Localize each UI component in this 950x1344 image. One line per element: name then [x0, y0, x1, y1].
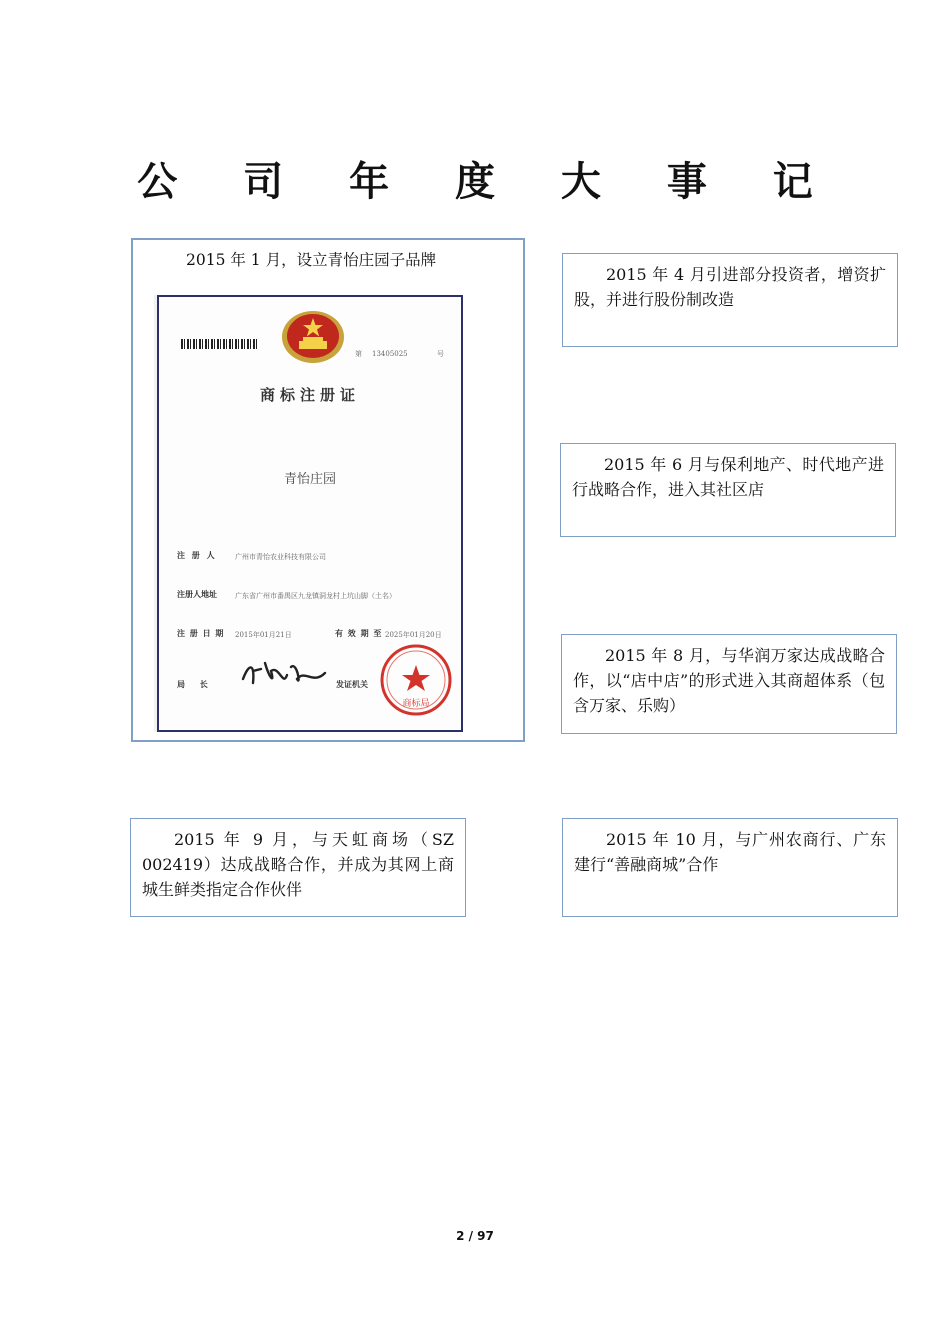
director-label: 局 长 [177, 680, 214, 689]
event-text: 2015 年 4 月引进部分投资者，增资扩股，并进行股份制改造 [574, 265, 886, 309]
event-text: 2015 年 8 月，与华润万家达成战略合作，以“店中店”的形式进入其商超体系（包含万家、乐购） [573, 646, 885, 715]
event-box [562, 818, 898, 917]
event-box [560, 443, 896, 537]
page-title: 公 司 年 度 大 事 记 [137, 159, 839, 205]
event-text: 2015 年 10 月，与广州农商行、广东建行“善融商城”合作 [574, 830, 886, 874]
certificate-brand: 青怡庄园 [283, 472, 336, 487]
event-text: 2015 年 6 月与保利地产、时代地产进行战略合作，进入其社区店 [572, 455, 884, 499]
director-signature [239, 657, 329, 697]
date-label: 注 册 日 期 [177, 629, 225, 638]
issuer-label: 发证机关 [336, 680, 368, 689]
address-value: 广东省广州市番禺区九龙镇洞龙村上坑山脚（土名） [235, 592, 396, 600]
seal-text: 商标局 [402, 699, 430, 709]
address-label: 注册人地址 [177, 590, 217, 599]
registrant-value: 广州市青怡农业科技有限公司 [235, 553, 326, 561]
certificate-number-label: 第 [355, 350, 362, 358]
certificate-caption: 2015 年 1 月，设立青怡庄园子品牌 [186, 251, 437, 269]
certificate-title: 商标注册证 [259, 386, 360, 404]
barcode-icon [181, 339, 259, 349]
event-text: 2015 年 9 月，与天虹商场（SZ 002419）达成战略合作，并成为其网上商城生鲜类指定合作伙伴 [142, 830, 454, 899]
certificate-number: 13405025 [372, 350, 408, 358]
event-box [561, 634, 897, 734]
event-box [130, 818, 466, 917]
event-box [562, 253, 898, 347]
valid-value: 2025年01月20日 [385, 631, 442, 639]
official-seal-icon [379, 643, 453, 717]
certificate-event-box [131, 238, 525, 742]
national-emblem-icon [279, 309, 347, 367]
page-number: 2 / 97 [456, 1229, 494, 1243]
valid-label: 有 效 期 至 [335, 629, 383, 638]
date-value: 2015年01月21日 [235, 631, 292, 639]
certificate-number-suffix: 号 [437, 350, 444, 358]
trademark-certificate-image [157, 295, 463, 732]
registrant-label: 注 册 人 [177, 551, 217, 560]
